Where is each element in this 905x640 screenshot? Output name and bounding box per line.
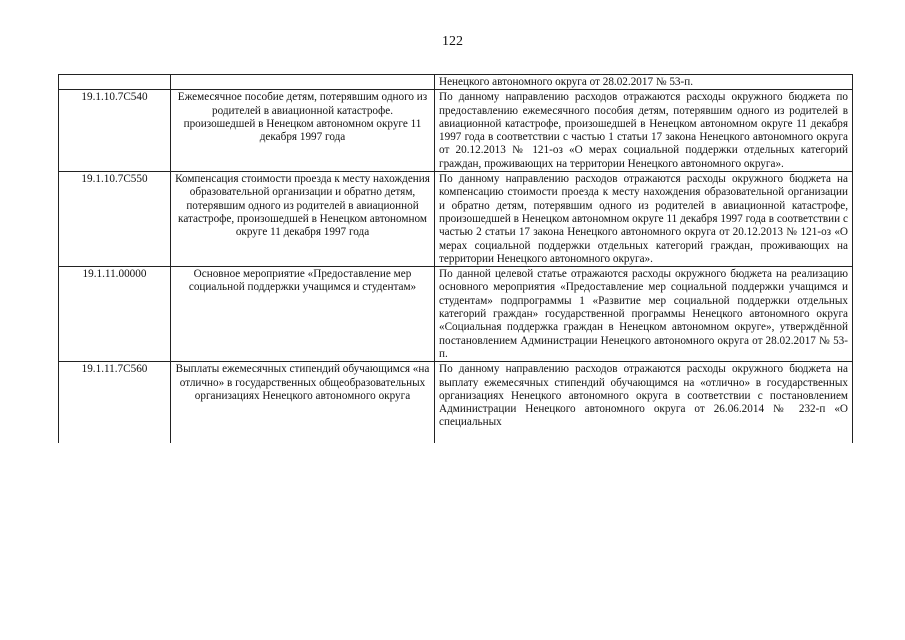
row-name: Выплаты ежемесячных стипендий обучающимся «на отлично» в государственных общеобразовательных организациях Ненецкого автономного округа bbox=[171, 362, 435, 444]
page-number: 122 bbox=[442, 34, 463, 49]
table-row bbox=[59, 75, 853, 90]
row-code: 19.1.11.7С560 bbox=[59, 362, 171, 444]
row-name bbox=[171, 75, 435, 90]
table-row bbox=[59, 172, 853, 267]
row-name: Компенсация стоимости проезда к месту нахождения образовательной организации и обратно детям, потерявшим одного из родителей в авиационной катастрофе, произошедшей в Ненецком автономном округе 11 декабря 1997 года bbox=[171, 172, 435, 267]
table-row bbox=[59, 362, 853, 444]
row-description: По данному направлению расходов отражаются расходы окружного бюджета по предоставлению ежемесячного пособия детям, потерявшим одного из родителей в авиационной катастрофе, произошедшей в Ненецком автономном округе 11 декабря 1997 года в соответствии с частью 1 статьи 17 закона Ненецкого автономного округа от 20.12.2013 № 121-оз «О мерах социальной поддержки отдельных категорий граждан, проживающих на территории Ненецкого автономного округа». bbox=[435, 90, 853, 172]
row-code bbox=[59, 75, 171, 90]
row-description: По данной целевой статье отражаются расходы окружного бюджета на реализацию основного мероприятия «Предоставление мер социальной поддержки учащимся и студентам» подпрограммы 1 «Развитие мер социальной поддержки отдельных категорий граждан» государственной программы Ненецкого автономного округа «Социальная поддержка граждан в Ненецком автономном округе», утверждённой постановлением Администрации Ненецкого автономного округа от 28.02.2017 № 53-п. bbox=[435, 267, 853, 362]
row-code: 19.1.10.7С540 bbox=[59, 90, 171, 172]
row-code: 19.1.11.00000 bbox=[59, 267, 171, 362]
row-code: 19.1.10.7С550 bbox=[59, 172, 171, 267]
row-description: По данному направлению расходов отражаются расходы окружного бюджета на компенсацию стоимости проезда к месту нахождения образовательной организации и обратно детям, потерявшим одного из родителей в авиационной катастрофе, произошедшей в Ненецком автономном округе 11 декабря 1997 года в соответствии с частью 2 статьи 17 закона Ненецкого автономного округа от 20.12.2013 № 121-оз «О мерах социальной поддержки отдельных категорий граждан, проживающих на территории Ненецкого автономного округа». bbox=[435, 172, 853, 267]
table-row bbox=[59, 267, 853, 362]
row-description: По данному направлению расходов отражаются расходы окружного бюджета на выплату ежемесячных стипендий обучающимся на «отлично» в государственных организациях Ненецкого автономного округа в соответствии с постановлением Администрации Ненецкого автономного округа от 26.06.2014 № 232-п «О специальных bbox=[435, 362, 853, 444]
budget-classification-table bbox=[58, 74, 853, 443]
row-description: Ненецкого автономного округа от 28.02.2017 № 53-п. bbox=[435, 75, 853, 90]
row-name: Основное мероприятие «Предоставление мер социальной поддержки учащимся и студентам» bbox=[171, 267, 435, 362]
row-name: Ежемесячное пособие детям, потерявшим одного из родителей в авиационной катастрофе. произошедшей в Ненецком автономном округе 11 декабря 1997 года bbox=[171, 90, 435, 172]
table-row bbox=[59, 90, 853, 172]
